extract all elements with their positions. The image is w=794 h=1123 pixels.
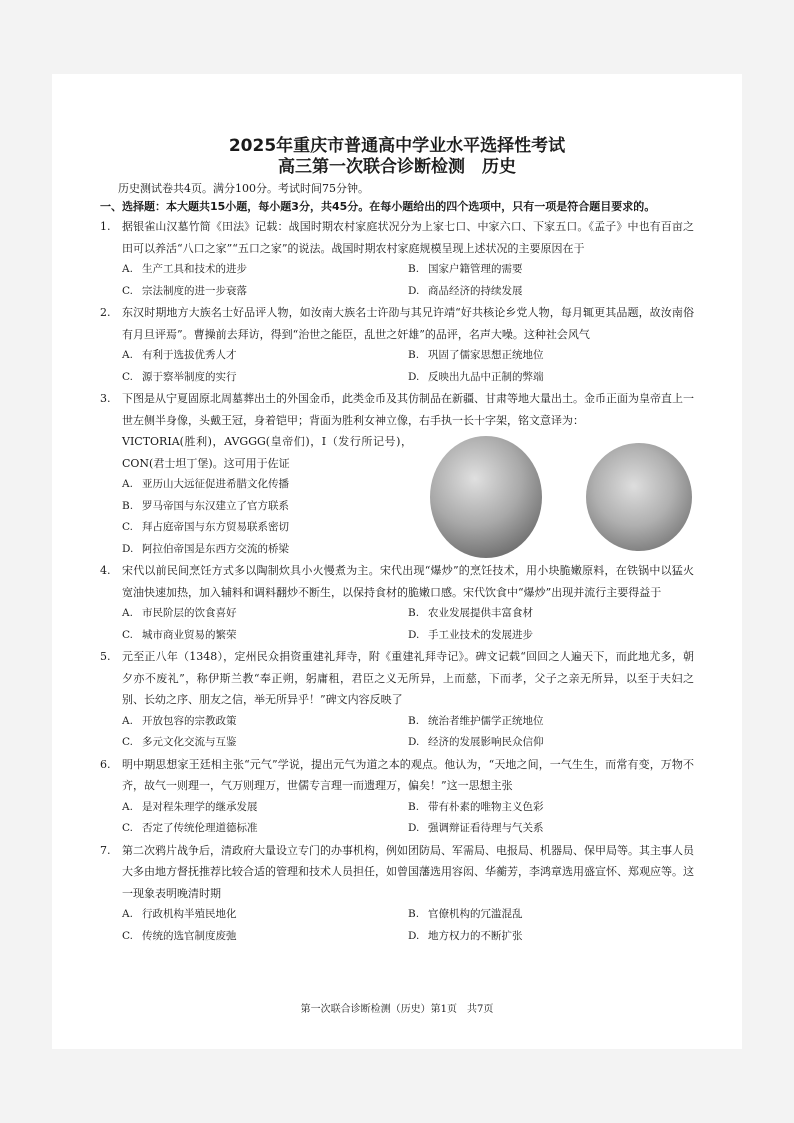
option-a[interactable]: A. 行政机构半殖民地化 [122,908,237,920]
question-number: 1. [100,220,111,233]
question-3 [100,388,694,560]
option-d[interactable]: D. 手工业技术的发展进步 [408,628,533,641]
question-6 [100,754,694,840]
option-b[interactable]: B. 统治者维护儒学正统地位 [408,714,544,727]
option-c[interactable]: C. 多元文化交流与互鉴 [122,736,237,748]
option-a[interactable]: A. 生产工具和技术的进步 [122,263,247,275]
option-c[interactable]: C. 城市商业贸易的繁荣 [122,628,237,641]
question-text: 东汉时期地方大族名士好品评人物，如汝南大族名士许劭与其兄许靖“好共核论乡党人物，每月辄更其品题，故汝南俗有月旦评焉”。曹操前去拜访，得到“治世之能臣，乱世之奸雄”的品评，名声大噪。这种社会风气 [122,306,694,341]
section-heading: 一、选择题：本大题共15小题，每小题3分，共45分。在每小题给出的四个选项中，只有一项是符合题目要求的。 [100,200,656,213]
options [122,603,694,646]
question-4 [100,560,694,646]
question-text: 明中期思想家王廷相主张“元气”学说，提出元气为道之本的观点。他认为，“天地之间，一气生生，而常有变，万物不齐，故气一则理一，气万则理万，世儒专言理一而遗理万，偏矣！”这一思想主张 [122,757,694,792]
question-1 [100,216,694,302]
option-a[interactable]: A. 是对程朱理学的继承发展 [122,800,258,813]
option-c[interactable]: C. 宗法制度的进一步衰落 [122,284,247,297]
question-number: 5. [100,650,111,663]
exam-title-line2: 高三第一次联合诊断检测 历史 [278,157,516,177]
page-footer: 第一次联合诊断检测（历史）第1页 共7页 [300,1004,494,1015]
coin-reverse-image [586,443,692,551]
option-d[interactable]: D. 阿拉伯帝国是东西方交流的桥梁 [122,542,289,555]
options [122,797,694,840]
option-a[interactable]: A. 亚历山大远征促进希腊文化传播 [122,478,289,490]
option-d[interactable]: D. 强调辩证看待理与气关系 [408,822,544,834]
options [122,345,694,388]
question-number: 3. [100,392,111,405]
coin-images [430,433,692,560]
options [122,711,694,754]
exam-intro: 历史测试卷共4页。满分100分。考试时间75分钟。 [118,182,369,195]
question-text: 第二次鸦片战争后，清政府大量设立专门的办事机构，例如团防局、军需局、电报局、机器局、保甲局等。其主事人员大多由地方督抚推荐比较合适的管理和技术人员担任，如曾国藩选用容闳、华蘅芳，李鸿章选用盛宣怀、郑观应等。这一现象表明晚清时期 [122,843,694,900]
option-d[interactable]: D. 地方权力的不断扩张 [408,929,523,942]
option-a[interactable]: A. 市民阶层的饮食喜好 [122,607,237,619]
question-text: 据银雀山汉墓竹简《田法》记载：战国时期农村家庭状况分为上家七口、中家六口、下家五口。《孟子》中也有百亩之田可以养活“八口之家”“五口之家”的说法。战国时期农村家庭规模呈现上述状况的主要原因在于 [122,220,694,255]
question-number: 7. [100,843,111,857]
option-a[interactable]: A. 开放包容的宗教政策 [122,714,237,727]
option-b[interactable]: B. 农业发展提供丰富食材 [408,607,533,619]
exam-title-line1: 2025年重庆市普通高中学业水平选择性考试 [228,136,566,156]
question-number: 6. [100,757,111,771]
options [122,259,694,302]
option-b[interactable]: B. 带有朴素的唯物主义色彩 [408,800,544,813]
option-c[interactable]: C. 传统的选官制度废弛 [122,929,237,942]
option-d[interactable]: D. 反映出九品中正制的弊端 [408,370,544,383]
question-text: 元至正八年（1348），定州民众捐资重建礼拜寺，附《重建礼拜寺记》。碑文记载“回回之人遍天下，而此地尤多，朝夕亦不废礼”，称伊斯兰教“奉正朔，躬庸租，君臣之义无所异，上而慈，下而孝，父子之亲无所异，以至于夫妇之别、长幼之序、朋友之信，举无所异乎！”碑文内容反映了 [122,650,694,706]
question-5 [100,646,694,754]
coin-obverse-image [430,436,542,558]
question-7 [100,840,694,948]
question-text-continued: VICTORIA(胜利)，AVGGG(皇帝们)，I（发行所记号)，CON(君士坦丁堡)。这可用于佐证 [122,435,412,470]
question-text: 宋代以前民间烹饪方式多以陶制炊具小火慢煮为主。宋代出现“爆炒”的烹饪技术，用小块脆嫩原料，在铁锅中以猛火宽油快速加热，加入辅料和调料翻炒不断生，以保持食材的脆嫩口感。宋代饮食中“爆炒”出现并流行主要得益于 [122,564,694,599]
option-a[interactable]: A. 有利于选拔优秀人才 [122,349,237,361]
option-d[interactable]: D. 商品经济的持续发展 [408,284,523,297]
option-b[interactable]: B. 巩固了儒家思想正统地位 [408,349,544,361]
option-c[interactable]: C. 源于察举制度的实行 [122,370,237,383]
option-d[interactable]: D. 经济的发展影响民众信仰 [408,736,544,748]
option-c[interactable]: C. 否定了传统伦理道德标准 [122,822,258,834]
option-c[interactable]: C. 拜占庭帝国与东方贸易联系密切 [122,521,289,533]
question-2 [100,302,694,388]
option-b[interactable]: B. 罗马帝国与东汉建立了官方联系 [122,499,289,512]
options [122,474,412,560]
option-b[interactable]: B. 官僚机构的冗滥混乱 [408,908,523,920]
options [122,904,694,947]
exam-page [52,74,742,1049]
option-b[interactable]: B. 国家户籍管理的需要 [408,263,523,275]
question-text: 下图是从宁夏固原北周墓葬出土的外国金币，此类金币及其仿制品在新疆、甘肃等地大量出土。金币正面为皇帝直上一世左侧半身像，头戴王冠，身着铠甲；背面为胜利女神立像，右手执一长十字架，铭文意译为： [122,392,694,427]
question-number: 4. [100,564,111,577]
question-number: 2. [100,306,111,319]
